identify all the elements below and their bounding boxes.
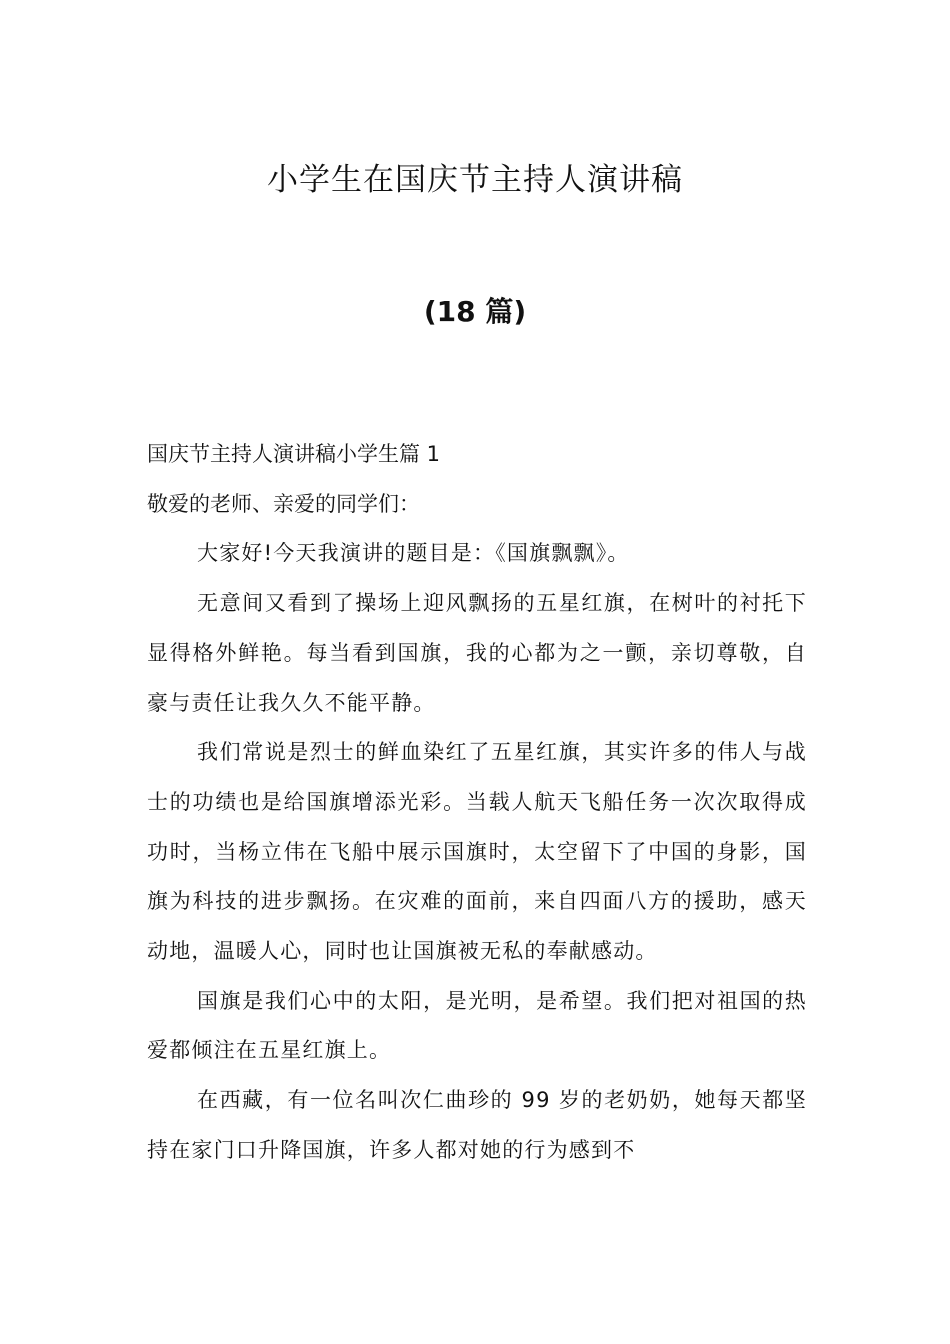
paragraph: 我们常说是烈士的鲜血染红了五星红旗，其实许多的伟人与战士的功绩也是给国旗增添光彩。当载人航天飞船任务一次次取得成功时，当杨立伟在飞船中展示国旗时，太空留下了中国的身影，国旗为科技的进步飘扬。在灾难的面前，来自四面八方的援助，感天动地，温暖人心，同时也让国旗被无私的奉献感动。	[147, 740, 807, 964]
salutation: 敬爱的老师、亲爱的同学们：	[147, 491, 420, 516]
document-subtitle: (18 篇)	[423, 295, 527, 328]
section-heading: 国庆节主持人演讲稿小学生篇 1	[147, 442, 441, 466]
paragraph: 国旗是我们心中的太阳，是光明，是希望。我们把对祖国的热爱都倾注在五星红旗上。	[147, 988, 807, 1063]
paragraph: 无意间又看到了操场上迎风飘扬的五星红旗，在树叶的衬托下显得格外鲜艳。每当看到国旗，我的心都为之一颤，亲切尊敬，自豪与责任让我久久不能平静。	[147, 591, 807, 715]
document-body	[147, 430, 807, 1176]
paragraph: 大家好!今天我演讲的题目是：《国旗飘飘》。	[197, 541, 630, 566]
paragraph: 在西藏，有一位名叫次仁曲珍的 99 岁的老奶奶，她每天都坚持在家门口升降国旗，许多人都对她的行为感到不	[147, 1088, 807, 1162]
document-title: 小学生在国庆节主持人演讲稿	[267, 162, 683, 198]
